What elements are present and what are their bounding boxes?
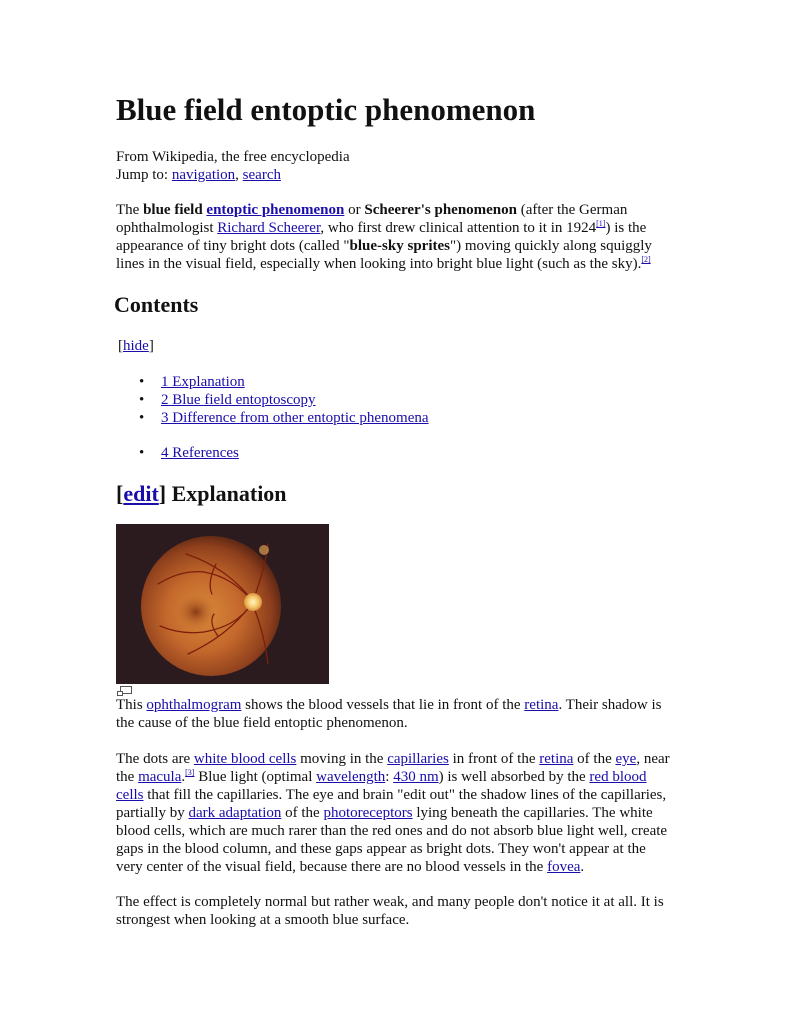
toc-hide-link[interactable]: hide: [123, 338, 149, 354]
from-line: From Wikipedia, the free encyclopedia: [116, 149, 350, 165]
intro-text: ) is the appearance of tiny bright dots (called ": [116, 220, 647, 254]
fovea-link[interactable]: fovea: [547, 859, 581, 875]
toc-link-explanation[interactable]: 1 Explanation: [161, 374, 245, 390]
intro-bold-term: blue field: [143, 202, 207, 218]
bracket: [: [118, 338, 123, 354]
intro-text: The: [116, 202, 144, 218]
eye-link[interactable]: eye: [615, 751, 637, 767]
toc-list: [116, 444, 239, 462]
toc-list: [116, 373, 429, 427]
body-text: in front of the: [448, 751, 540, 767]
ophthalmogram-image[interactable]: [116, 524, 329, 684]
image-caption: [116, 696, 676, 732]
intro-text: ") moving quickly along squiggly lines in the visual field, especially when looking into bright blue light (such as the sky).: [116, 238, 652, 272]
body-text: Blue light (optimal: [194, 769, 317, 785]
reference-3-link[interactable]: [3]: [185, 768, 195, 777]
intro-bold-term: Scheerer's phenomenon: [364, 202, 517, 218]
body-text: lying beneath the capillaries. The white blood cells, which are much rarer than the red ones and do not absorb blue light well, create gaps in the blood column, and these gaps appear as bright dots. They won't appear at the very center of the visual field, because there are no blood vessels in the: [116, 805, 668, 875]
ophthalmogram-link[interactable]: ophthalmogram: [146, 697, 242, 713]
body-text: of the: [573, 751, 616, 767]
body-text: that fill the capillaries. The eye and brain "edit out" the shadow lines of the capillaries, partially by: [116, 787, 667, 821]
white-blood-cells-link[interactable]: white blood cells: [193, 751, 297, 767]
intro-paragraph: [116, 201, 672, 273]
body-text: The dots are: [116, 751, 194, 767]
effect-paragraph: The effect is completely normal but rather weak, and many people don't notice it at all. It is strongest when looking at a smooth blue surface.: [116, 894, 664, 928]
article-subtitle: [116, 148, 350, 184]
red-blood-cells-link[interactable]: red blood cells: [116, 769, 647, 803]
macula-link[interactable]: macula: [138, 769, 182, 785]
intro-bold-term: blue-sky sprites: [349, 238, 450, 254]
toc-title: Contents: [114, 292, 199, 317]
430-nm-link[interactable]: 430 nm: [393, 769, 439, 785]
body-text: , near the: [116, 751, 670, 785]
body-text: moving in the: [296, 751, 388, 767]
bracket: [: [116, 481, 124, 506]
body-text: of the: [281, 805, 324, 821]
toc-item: [161, 409, 429, 427]
entoptic-phenomenon-link[interactable]: entoptic phenomenon: [206, 202, 345, 218]
caption-text: . Their shadow is the cause of the blue field entoptic phenomenon.: [116, 697, 662, 731]
reference-1-link[interactable]: [1]: [596, 219, 606, 228]
toc-hide-toggle: [118, 337, 154, 355]
photoreceptors-link[interactable]: photoreceptors: [323, 805, 413, 821]
jump-prefix: Jump to:: [116, 167, 172, 183]
jump-line: [116, 166, 350, 184]
body-text: :: [385, 769, 394, 785]
toc-item: [161, 391, 429, 409]
intro-text: , who first drew clinical attention to it in 1924: [320, 220, 597, 236]
retina-link[interactable]: retina: [524, 697, 559, 713]
toc-link-entoptoscopy[interactable]: 2 Blue field entoptoscopy: [161, 392, 316, 408]
toc-link-difference[interactable]: 3 Difference from other entoptic phenomena: [161, 410, 429, 426]
explanation-paragraph: [116, 750, 676, 876]
intro-text: or: [344, 202, 365, 218]
dark-adaptation-link[interactable]: dark adaptation: [188, 805, 282, 821]
wavelength-link[interactable]: wavelength: [316, 769, 386, 785]
caption-text: This: [116, 697, 147, 713]
page-title: Blue field entoptic phenomenon: [116, 92, 536, 127]
retina-photo: [116, 524, 329, 684]
intro-text: (after the German ophthalmologist: [116, 202, 628, 236]
bracket: ]: [148, 338, 154, 354]
toc-item: [161, 444, 239, 462]
capillaries-link[interactable]: capillaries: [387, 751, 449, 767]
richard-scheerer-link[interactable]: Richard Scheerer: [217, 220, 321, 236]
section-heading-explanation: [116, 480, 287, 508]
body-text: ) is well absorbed by the: [438, 769, 590, 785]
toc-item: [161, 373, 429, 391]
retina-link[interactable]: retina: [539, 751, 574, 767]
bracket: ]: [158, 481, 172, 506]
reference-2-link[interactable]: [2]: [641, 255, 651, 264]
body-text: .: [580, 859, 585, 875]
jump-separator: ,: [235, 167, 243, 183]
section-title: Explanation: [171, 481, 287, 506]
jump-navigation-link[interactable]: navigation: [171, 167, 236, 183]
toc-link-references[interactable]: 4 References: [161, 445, 239, 461]
edit-section-link[interactable]: edit: [123, 481, 159, 506]
caption-text: shows the blood vessels that lie in front of the: [241, 697, 525, 713]
jump-search-link[interactable]: search: [242, 167, 281, 183]
body-text: .: [181, 769, 186, 785]
